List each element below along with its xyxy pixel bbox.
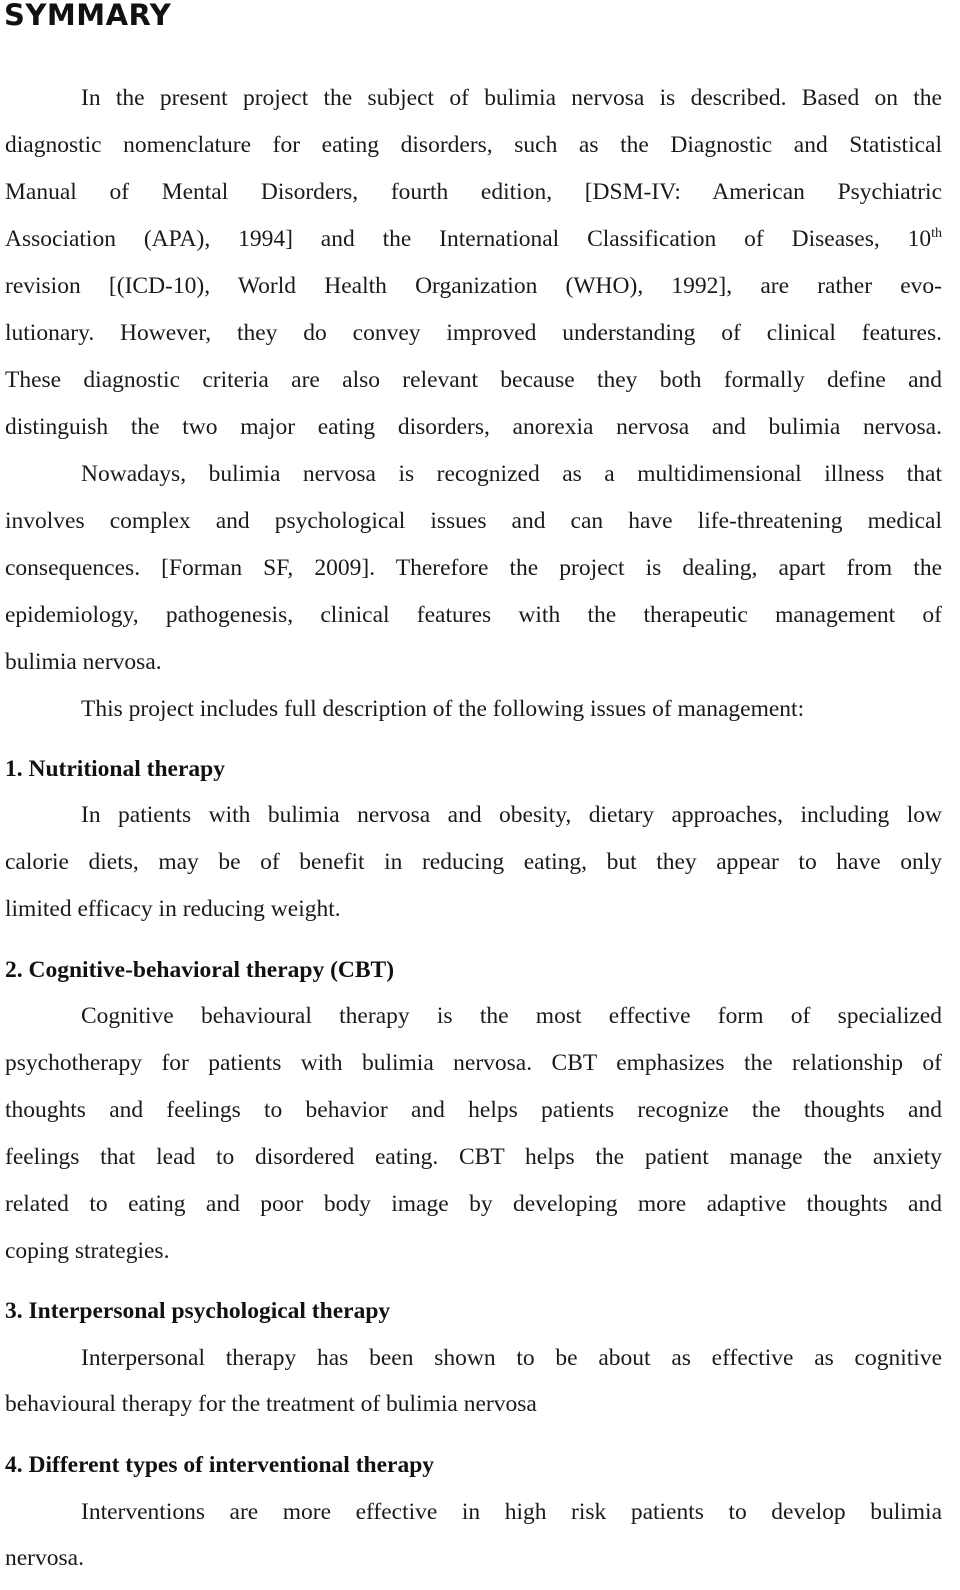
text-line: Cognitive behavioural therapy is the most effective form of specialized — [81, 1003, 942, 1029]
text-line: Manual of Mental Disorders, fourth edition, [DSM-IV: American Psychiatric — [5, 179, 942, 205]
text-line: In patients with bulimia nervosa and obesity, dietary approaches, including low — [81, 802, 942, 828]
text-segment: Association (APA), 1994] and the International Classification of Diseases, 10 — [5, 226, 932, 252]
text-line — [5, 224, 942, 254]
text-line: calorie diets, may be of benefit in reducing eating, but they appear to have only — [5, 849, 942, 875]
text-line: diagnostic nomenclature for eating disorders, such as the Diagnostic and Statistical — [5, 132, 942, 158]
text-line: behavioural therapy for the treatment of bulimia nervosa — [5, 1391, 537, 1417]
text-line: coping strategies. — [5, 1238, 170, 1264]
text-line: revision [(ICD-10), World Health Organization (WHO), 1992], are rather evo- — [5, 273, 942, 299]
text-line: consequences. [Forman SF, 2009]. Therefore the project is dealing, apart from the — [5, 555, 942, 581]
text-line: Nowadays, bulimia nervosa is recognized as a multidimensional illness that — [81, 461, 942, 487]
text-line: This project includes full description of the following issues of management: — [81, 696, 805, 722]
text-line: These diagnostic criteria are also relevant because they both formally define and — [5, 367, 942, 393]
text-line: thoughts and feelings to behavior and helps patients recognize the thoughts and — [5, 1097, 942, 1123]
text-line: bulimia nervosa. — [5, 649, 162, 675]
text-line: involves complex and psychological issues and can have life-threatening medical — [5, 508, 942, 534]
text-line: lutionary. However, they do convey improved understanding of clinical features. — [5, 320, 942, 346]
text-line: related to eating and poor body image by developing more adaptive thoughts and — [5, 1191, 942, 1217]
section-heading: 4. Different types of interventional therapy — [5, 1452, 435, 1478]
text-line: limited efficacy in reducing weight. — [5, 896, 341, 922]
text-line: epidemiology, pathogenesis, clinical features with the therapeutic management of — [5, 602, 942, 628]
text-line: Interventions are more effective in high risk patients to develop bulimia — [81, 1499, 942, 1525]
text-line: Interpersonal therapy has been shown to be about as effective as cognitive — [81, 1345, 942, 1371]
section-heading: 2. Cognitive-behavioral therapy (CBT) — [5, 957, 395, 983]
superscript-ordinal: th — [931, 226, 942, 241]
section-heading: 3. Interpersonal psychological therapy — [5, 1298, 391, 1324]
text-line: distinguish the two major eating disorders, anorexia nervosa and bulimia nervosa. — [5, 414, 942, 440]
text-line: psychotherapy for patients with bulimia nervosa. CBT emphasizes the relationship of — [5, 1050, 942, 1076]
text-line: feelings that lead to disordered eating. CBT helps the patient manage the anxiety — [5, 1144, 942, 1170]
text-line: In the present project the subject of bulimia nervosa is described. Based on the — [81, 85, 942, 111]
section-heading: 1. Nutritional therapy — [5, 756, 225, 782]
page-title: SYMMARY — [4, 0, 172, 32]
text-line: nervosa. — [5, 1545, 84, 1571]
